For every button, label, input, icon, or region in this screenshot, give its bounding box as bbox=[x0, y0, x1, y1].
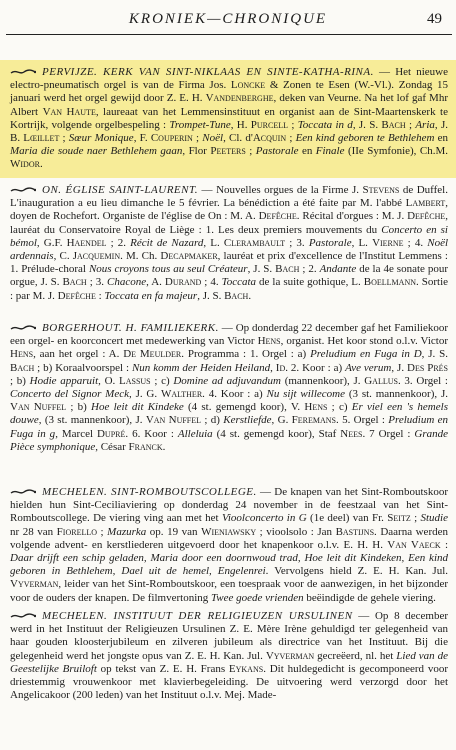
article-body bbox=[10, 610, 448, 702]
text-run: . Vervolgens hield Z. E. H. Kan. Jul. bbox=[265, 565, 448, 578]
text-run: ; c) bbox=[327, 401, 352, 414]
text-run: , L. bbox=[351, 236, 373, 249]
text-run: ; 3. bbox=[285, 236, 309, 249]
flourish-ornament-icon bbox=[10, 324, 36, 332]
article-body bbox=[10, 486, 448, 605]
text-run: Seitz bbox=[387, 512, 411, 525]
header-rule bbox=[6, 34, 452, 35]
flourish-ornament-icon bbox=[10, 488, 36, 496]
text-run: Finale bbox=[315, 145, 345, 158]
text-run: Bach bbox=[275, 263, 300, 276]
text-run: ; d) bbox=[201, 414, 224, 427]
text-run: , Flor bbox=[182, 145, 211, 158]
text-run: ; vioolsolo : Jan bbox=[256, 525, 336, 538]
text-run: ; 2. bbox=[299, 263, 320, 276]
text-run: Sœur Monique bbox=[68, 132, 134, 145]
text-run: Purcell bbox=[250, 118, 289, 131]
text-run: , aan het orgel : A. bbox=[33, 348, 124, 361]
text-run: Vioolconcerto in G bbox=[221, 512, 307, 525]
text-run: , J. G. bbox=[129, 388, 161, 401]
text-run: Nun komm der Heiden Heiland bbox=[131, 361, 271, 374]
text-run: , lauréat et prix d'excellence de l'Institut Lemmens : 1. Prélude-choral bbox=[10, 250, 448, 276]
text-run: ; 3. bbox=[86, 276, 107, 289]
text-run: Van Vaeck bbox=[387, 538, 441, 551]
text-run: Van Haute bbox=[42, 105, 96, 118]
text-run: , C. bbox=[53, 250, 73, 263]
text-run: Toccata en fa majeur bbox=[104, 289, 198, 302]
article-body bbox=[10, 322, 448, 454]
text-run: Des Prés bbox=[407, 361, 449, 374]
text-run: Jacquemin bbox=[72, 250, 121, 263]
text-run: ; 4. bbox=[403, 236, 428, 249]
text-run: Domine ad adjuvandum bbox=[173, 374, 281, 387]
text-run: Boellmann bbox=[363, 276, 417, 289]
article-body bbox=[10, 66, 448, 172]
text-run: Aria bbox=[415, 118, 435, 131]
text-run: de la suite gothique, L. bbox=[256, 276, 364, 289]
text-run: Feremans bbox=[291, 414, 337, 427]
flourish-ornament-icon bbox=[10, 612, 36, 620]
text-run: Defêche bbox=[57, 289, 96, 302]
text-run: , Cl. d' bbox=[223, 132, 253, 145]
text-run: (mannenkoor), J. bbox=[281, 374, 365, 387]
text-run: , G.F. bbox=[36, 236, 67, 249]
text-run: Eykans bbox=[228, 662, 264, 675]
text-run: Nous croyons tous au seul Créateur bbox=[88, 263, 248, 276]
text-run: , lauréat du Conservatoire Royal de Liège : 1. Les deux premiers mouvements du bbox=[10, 210, 448, 236]
text-run: Lassus bbox=[119, 374, 151, 387]
text-run: , A. bbox=[146, 276, 165, 289]
page-header bbox=[0, 0, 456, 40]
text-run: Studie bbox=[420, 512, 448, 525]
text-run: Bach bbox=[381, 118, 406, 131]
text-run: Walther bbox=[160, 388, 203, 401]
text-run: , G. bbox=[271, 414, 292, 427]
article-mechelen-rombouts bbox=[10, 486, 448, 605]
text-run: ; bbox=[286, 132, 296, 145]
text-run: op tekst van Z. E. H. Frans bbox=[96, 662, 229, 675]
text-run: Fiorello bbox=[56, 525, 98, 538]
text-run: ; b) Koraalvoorspel : bbox=[34, 361, 132, 374]
article-title: BORGERHOUT. H. FAMILIEKERK. bbox=[42, 322, 219, 334]
text-run: , laureaat van het Lemmensinstituut en organist aan de Sint-Maartenskerk te Kortrijk, volgende orgelbespeling : bbox=[10, 105, 448, 131]
text-run: . 6. Koor : bbox=[125, 427, 178, 440]
text-run: ; bbox=[288, 118, 298, 131]
text-run: , bbox=[270, 361, 276, 374]
text-run: Hens bbox=[10, 348, 34, 361]
text-run: Id bbox=[275, 361, 286, 374]
text-run: Trompet-Tune bbox=[169, 118, 231, 131]
text-run: : bbox=[95, 289, 105, 302]
text-run: Durand bbox=[164, 276, 202, 289]
text-run: (IIe Symfonie), Ch.M. bbox=[344, 145, 448, 158]
text-run: ; 2. bbox=[106, 236, 131, 249]
text-run: — Nouvelles orgues de la Firme J. bbox=[198, 184, 363, 196]
text-run: Récit de Nazard bbox=[130, 236, 204, 249]
text-run: Bach bbox=[62, 276, 87, 289]
article-borgerhout bbox=[10, 322, 448, 454]
text-run: Vyverman bbox=[10, 578, 59, 591]
text-run: ; b) bbox=[10, 374, 30, 387]
text-run: ; bbox=[405, 118, 416, 131]
text-run: — Op 8 december werd in het Instituut der Religieuzen Ursulinen Z. E. Mère Irène gehuldigd ter gelegenheid van haar gouden kloosterjubileum en zilveren jubileum als directrice van het Instituut. Bij die gelegenheid werd het jongste opus van Z. E. H. Kan. Jul. bbox=[10, 610, 448, 662]
text-run: Andante bbox=[319, 263, 357, 276]
text-run: Nees bbox=[340, 427, 363, 440]
text-run: en bbox=[298, 145, 316, 158]
text-run: Alleluia bbox=[177, 427, 213, 440]
text-run: . Récital d'orgues : M. J. bbox=[296, 210, 408, 223]
text-run: Kerstliefde bbox=[223, 414, 272, 427]
text-run: . Daarna werden volgende advent- en kerstliederen uitgevoerd door het knapenkoor o.l.v. E. H. H. bbox=[10, 525, 448, 551]
text-run: , J. S. bbox=[197, 289, 225, 302]
text-run: Franck bbox=[128, 440, 163, 453]
text-run: , César bbox=[95, 440, 129, 453]
text-run: beëindigde de gehele viering. bbox=[303, 591, 436, 604]
text-run: ; bbox=[97, 525, 108, 538]
text-run: Concerto en si bémol bbox=[10, 223, 448, 249]
text-run: ; c) bbox=[150, 374, 174, 387]
text-run: (3 st. mannenkoor), J. bbox=[345, 388, 448, 401]
text-run: . bbox=[248, 289, 252, 302]
text-run: Acquin bbox=[252, 132, 287, 145]
text-run: . 7 Orgel : bbox=[362, 427, 415, 440]
text-run: Couperin bbox=[150, 132, 193, 145]
text-run: . 2. Koor : a) bbox=[285, 361, 346, 374]
text-run: Gallus bbox=[364, 374, 398, 387]
text-run: Chacone bbox=[106, 276, 147, 289]
text-run: de Duffel. L'inauguration a eu lieu dimanche le 5 février. La bénédiction a été faite par M. l'abbé bbox=[10, 184, 448, 210]
text-run: ; bbox=[410, 512, 421, 525]
text-run: , deken van Veurne. Na het lof gaf Mhr Albert bbox=[10, 92, 448, 118]
text-run: Vandenberghe bbox=[205, 92, 274, 105]
text-run: , H. bbox=[230, 118, 251, 131]
text-run: Hoe leit dit Kindeke bbox=[91, 401, 184, 414]
text-run: Er viel een 's hemels douwe bbox=[10, 401, 448, 427]
text-run: Widor bbox=[10, 158, 40, 171]
article-title: PERVIJZE. KERK VAN SINT-NIKLAAS EN SINTE-KATHA-RINA. bbox=[42, 66, 374, 78]
running-title: KRONIEK—CHRONIQUE bbox=[128, 11, 328, 27]
text-run: Mazurka bbox=[107, 525, 147, 538]
text-run: Ave verum bbox=[345, 361, 392, 374]
text-run: — De knapen van het Sint-Romboutskoor hielden hun Sint-Ceciliaviering op donderdag 24 november in de feestzaal van het Sint-Romboutscollege. De viering ving aan met het bbox=[10, 486, 448, 525]
text-run: . 4. Koor : a) bbox=[202, 388, 267, 401]
flourish-ornament-icon bbox=[10, 186, 36, 194]
text-run: de la 4e sonate pour orgue, J. S. bbox=[10, 263, 449, 289]
text-run: — Het nieuwe electro-pneumatisch orgel is van de Firma Jos. bbox=[10, 66, 448, 92]
text-run: . bbox=[162, 440, 166, 453]
text-run: Toccata in d bbox=[297, 118, 353, 131]
text-run: Preludium en Fuga in g bbox=[10, 414, 448, 440]
text-run: Wieniawsky bbox=[201, 525, 257, 538]
text-run: Clerambault bbox=[223, 236, 286, 249]
flourish-ornament-icon bbox=[10, 68, 36, 76]
text-run: Concerto del Signor Meck bbox=[10, 388, 129, 401]
text-run: Hens bbox=[257, 335, 281, 348]
text-run: Hens bbox=[304, 401, 328, 414]
text-run: (4 st. gemengd koor), V. bbox=[183, 401, 305, 414]
article-pervijze bbox=[10, 66, 448, 172]
text-run: . Programma : 1. Orgel : a) bbox=[181, 348, 311, 361]
text-run: ; 4. bbox=[201, 276, 222, 289]
text-run: (4 st. gemengd koor), Staf bbox=[212, 427, 341, 440]
text-run: gecreëerd, nl. het bbox=[314, 649, 397, 662]
text-run: , (3 st. mannenkoor), J. bbox=[38, 414, 146, 427]
text-run: , O. bbox=[98, 374, 119, 387]
text-run: . bbox=[39, 158, 43, 171]
text-run: Pastorale bbox=[308, 236, 352, 249]
text-run: Lied van de Geestelijke Bruiloft bbox=[10, 649, 448, 675]
text-run: , Marcel bbox=[55, 427, 97, 440]
text-run: Grande Pièce symphonique bbox=[10, 427, 448, 453]
text-run: ; bbox=[59, 132, 69, 145]
text-run: Een kind geboren te Bethlehem bbox=[295, 132, 435, 145]
text-run: . 5. Orgel : bbox=[336, 414, 389, 427]
text-run: . M. Ch. bbox=[120, 250, 161, 263]
text-run: nr 28 van bbox=[10, 525, 57, 538]
text-run: De Meulder bbox=[123, 348, 182, 361]
text-run: Lœillet bbox=[23, 132, 60, 145]
text-run: Van Nuffel bbox=[145, 414, 202, 427]
text-run: , J. B. bbox=[10, 118, 448, 145]
article-title: MECHELEN. SINT-ROMBOUTSCOLLEGE. bbox=[42, 486, 257, 498]
text-run: Bastijns bbox=[335, 525, 375, 538]
text-run: . Sortie : par M. J. bbox=[10, 276, 449, 302]
text-run: Pastorale bbox=[255, 145, 299, 158]
text-run: : bbox=[440, 538, 448, 551]
text-run: Bach bbox=[10, 361, 35, 374]
text-run: Vyverman bbox=[265, 649, 315, 662]
page-number: 49 bbox=[427, 11, 442, 27]
text-run: Stevens bbox=[362, 184, 400, 196]
text-run: Preludium en Fuga in D bbox=[310, 348, 422, 361]
text-run: Van Nuffel bbox=[10, 401, 67, 414]
text-run: Haendel bbox=[66, 236, 107, 249]
text-run: Peeters bbox=[210, 145, 246, 158]
text-run: op. 19 van bbox=[146, 525, 202, 538]
text-run: Defêche bbox=[407, 210, 446, 223]
text-run: ; b) bbox=[66, 401, 92, 414]
text-run: , leider van het Sint-Romboutskoor, een toespraak voor de aanwezigen, in het bijzonder voor de ouders der knapen. De filmvertoning bbox=[10, 578, 448, 604]
text-run: Vierne bbox=[372, 236, 404, 249]
text-run: Loncke bbox=[230, 79, 266, 92]
text-run: Hodie apparuit bbox=[29, 374, 99, 387]
text-run: Nu sijt willecome bbox=[266, 388, 346, 401]
text-run: Bach bbox=[224, 289, 249, 302]
text-run: . Dit huldegedicht is gecomponeerd voor driestemmig vrouwenkoor met klavierbegeleiding. De uitvoering werd verzorgd door het Angelicakoor (200 leden) van het Instituut o.l.v. Mej. Made- bbox=[10, 662, 448, 702]
text-run: Lambert bbox=[405, 197, 446, 210]
text-run: , J. S. bbox=[421, 348, 449, 361]
text-run: Noël ardennais bbox=[10, 236, 449, 263]
text-run: Noël bbox=[202, 132, 224, 145]
article-mechelen-ursulinen bbox=[10, 610, 448, 702]
text-run: , J. S. bbox=[352, 118, 382, 131]
text-run: — Op donderdag 22 december gaf het Familiekoor een orgel- en koorconcert met medewerking van Victor bbox=[10, 322, 448, 348]
article-title: MECHELEN. INSTITUUT DER RELIGIEUZEN URSULINEN bbox=[42, 610, 353, 622]
text-run: , doyen de Rochefort. Organiste de l'église de On : M. A. bbox=[10, 197, 448, 223]
text-run: , organist. Het koor stond o.l.v. Victor bbox=[280, 335, 448, 348]
text-run: . 3. Orgel : bbox=[397, 374, 448, 387]
text-run: Daar drijft een schip geladen, Maria door een doornwoud trad, Hoe leit dit Kindeken, Een kind geboren in Bethlehem, Dael uit de hemel, Engelenrei bbox=[10, 552, 448, 578]
text-run: Defêche bbox=[258, 210, 297, 223]
text-run: , J. S. bbox=[247, 263, 276, 276]
article-on-saint-laurent bbox=[10, 184, 448, 303]
text-run: Twee goede vrienden bbox=[211, 591, 304, 604]
text-run: & Zonen te Esen (W.-Vl.). Zondag 15 januari werd het orgel gewijd door Z. E. H. bbox=[10, 79, 448, 105]
text-run: Toccata bbox=[221, 276, 257, 289]
text-run: ; bbox=[245, 145, 256, 158]
text-run: , L. bbox=[203, 236, 224, 249]
text-run: Maria die soude naer Bethlehem gaan bbox=[10, 145, 183, 158]
text-run: en bbox=[434, 132, 448, 145]
text-run: ; bbox=[192, 132, 203, 145]
text-run: Dupré bbox=[96, 427, 126, 440]
article-title: ON. ÉGLISE SAINT-LAURENT. bbox=[42, 184, 199, 196]
text-run: (1e deel) van Fr. bbox=[306, 512, 388, 525]
text-run: , F. bbox=[133, 132, 151, 145]
text-run: , J. bbox=[391, 361, 408, 374]
article-body bbox=[10, 184, 448, 303]
text-run: Decapmaker bbox=[160, 250, 218, 263]
